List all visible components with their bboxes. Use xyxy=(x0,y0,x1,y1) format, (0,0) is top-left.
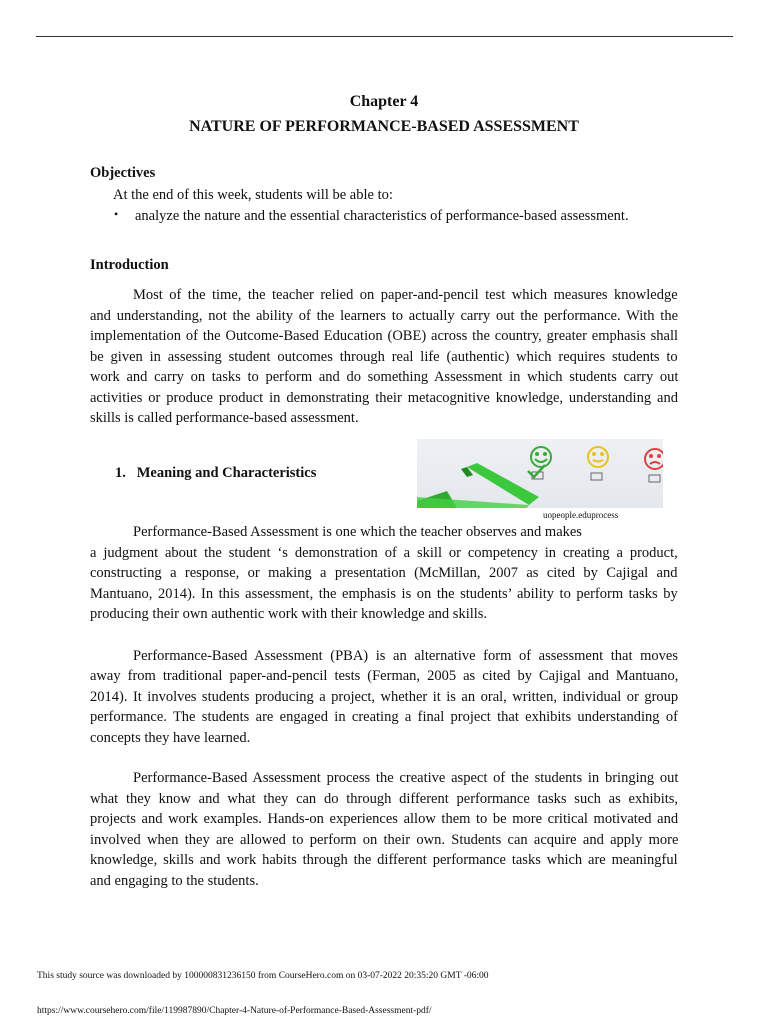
intro-line: Most of the time, the teacher relied on paper-and-pencil test which measures knowledge xyxy=(133,287,678,303)
feedback-smiley-image xyxy=(417,439,663,508)
bullet-icon: • xyxy=(114,207,119,221)
objectives-heading: Objectives xyxy=(90,165,156,181)
para1-line: Performance-Based Assessment is one which the teacher observes and makes xyxy=(133,524,582,540)
para3-line: what they know and what they can do through different performance tasks such as exhibits, xyxy=(90,791,679,807)
download-notice: This study source was downloaded by 100000831236150 from CourseHero.com on 03-07-2022 20:35:20 GMT -06:00 xyxy=(37,971,489,981)
para1-line: producing their own authentic work with their knowledge and skills. xyxy=(90,606,488,622)
intro-line: work and carry on tasks to perform and do something Assessment in which students carry out xyxy=(90,369,679,385)
objectives-item: analyze the nature and the essential characteristics of performance-based assessment. xyxy=(135,208,629,224)
introduction-heading: Introduction xyxy=(90,257,169,273)
para3-line: and engaging to the students. xyxy=(90,873,259,889)
happy-face-icon xyxy=(531,447,551,467)
intro-line: implementation of the Outcome-Based Education (OBE) across the country, greater emphasis shall xyxy=(90,328,679,344)
neutral-face-icon xyxy=(588,447,608,467)
intro-line: be given in assessing student outcomes through real life (authentic) which requires students to xyxy=(90,349,678,365)
para2-line: 2014). It involves students producing a project, whether it is an oral, written, individual or group xyxy=(90,689,679,705)
intro-line: and understanding, not the ability of the learners to actually carry out the performance. With the xyxy=(90,308,678,324)
smiley-illustration xyxy=(417,439,663,508)
para2-line: Performance-Based Assessment (PBA) is an alternative form of assessment that moves xyxy=(133,648,678,664)
para1-line: Mantuano, 2014). In this assessment, the emphasis is on the students’ ability to perform tasks by xyxy=(90,586,678,602)
para1-line: a judgment about the student ‘s demonstration of a skill or competency in creating a product, xyxy=(90,545,678,561)
section-heading: 1. Meaning and Characteristics xyxy=(115,465,317,481)
para2-line: concepts they have learned. xyxy=(90,730,251,746)
checkbox-icon xyxy=(649,475,660,482)
checkbox-icon xyxy=(591,473,602,480)
chapter-title: NATURE OF PERFORMANCE-BASED ASSESSMENT xyxy=(189,118,579,135)
top-rule xyxy=(36,36,733,37)
para3-line: knowledge, skills and work habits through the different performance tasks which are meaningful xyxy=(90,852,678,868)
sad-face-icon xyxy=(645,449,663,469)
objectives-intro: At the end of this week, students will be able to: xyxy=(113,187,393,203)
para3-line: Performance-Based Assessment process the creative aspect of the students in bringing out xyxy=(133,770,679,786)
para2-line: performance. The students are engaged in creating a final project that exhibits understanding of xyxy=(90,709,678,725)
intro-line: skills is called performance-based assessment. xyxy=(90,410,359,426)
para1-line: constructing a response, or making a presentation (McMillan, 2007 as cited by Cajigal and xyxy=(90,565,678,581)
image-caption: uopeople.eduprocess xyxy=(543,510,619,520)
para3-line: involved when they are allowed to perform on their own. Students can acquire and apply more xyxy=(90,832,679,848)
green-marker-icon xyxy=(417,463,539,508)
para2-line: away from traditional paper-and-pencil tests (Ferman, 2005 as cited by Cajigal and Mantuano, xyxy=(90,668,679,684)
intro-line: activities or produce product in demonstrating their metacognitive knowledge, understanding and xyxy=(90,390,678,406)
source-url-link[interactable]: https://www.coursehero.com/file/119987890/Chapter-4-Nature-of-Performance-Based-Assessment-pdf/ xyxy=(37,1006,432,1016)
para3-line: projects and work examples. Hands-on experiences allow them to be more critical motivated and xyxy=(90,811,679,827)
chapter-number: Chapter 4 xyxy=(349,93,419,110)
